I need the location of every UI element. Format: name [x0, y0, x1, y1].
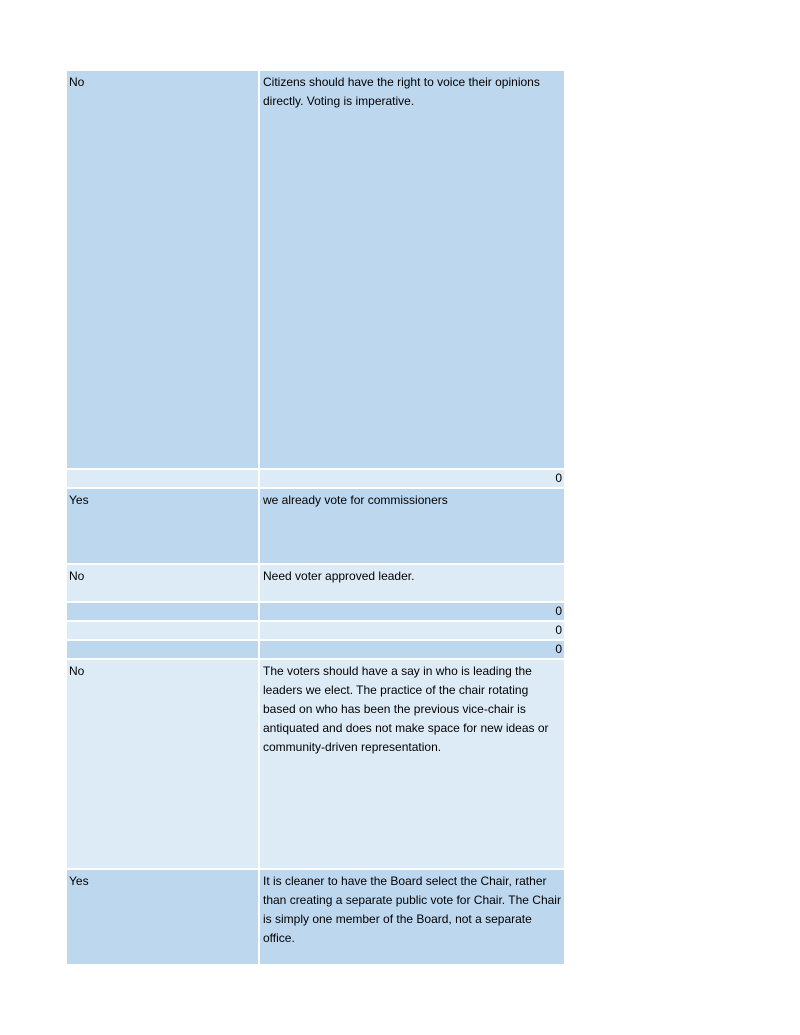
table-row: [67, 622, 564, 641]
answer-cell: [67, 470, 260, 487]
answer-cell: [67, 641, 260, 658]
table-row: [67, 660, 564, 870]
comment-cell: Need voter approved leader.: [263, 569, 415, 583]
answer-cell: [67, 603, 260, 620]
answer-cell: Yes: [67, 489, 260, 563]
survey-response-table: [67, 71, 564, 964]
answer-cell: No: [67, 660, 260, 868]
comment-cell: 0: [555, 642, 562, 656]
table-row: [67, 470, 564, 489]
comment-cell: we already vote for commissioners: [263, 493, 448, 507]
comment-cell: 0: [555, 604, 562, 618]
table-row: [67, 870, 564, 964]
answer-cell: Yes: [67, 870, 260, 964]
table-row: [67, 603, 564, 622]
answer-cell: No: [67, 71, 260, 468]
answer-cell: [67, 622, 260, 639]
answer-cell: No: [67, 565, 260, 601]
comment-cell: The voters should have a say in who is leading the leaders we elect. The practice of the chair rotating based on who has been the previous vice-chair is antiquated and does not make space for new ideas or community-driven representation.: [263, 664, 549, 754]
comment-cell: 0: [555, 623, 562, 637]
comment-cell: Citizens should have the right to voice their opinions directly. Voting is imperative.: [263, 75, 540, 108]
table-row: [67, 641, 564, 660]
table-row: [67, 565, 564, 603]
table-row: [67, 71, 564, 470]
table-row: [67, 489, 564, 565]
comment-cell: 0: [555, 471, 562, 485]
comment-cell: It is cleaner to have the Board select the Chair, rather than creating a separate public vote for Chair. The Chair is simply one member of the Board, not a separate office.: [263, 874, 561, 945]
